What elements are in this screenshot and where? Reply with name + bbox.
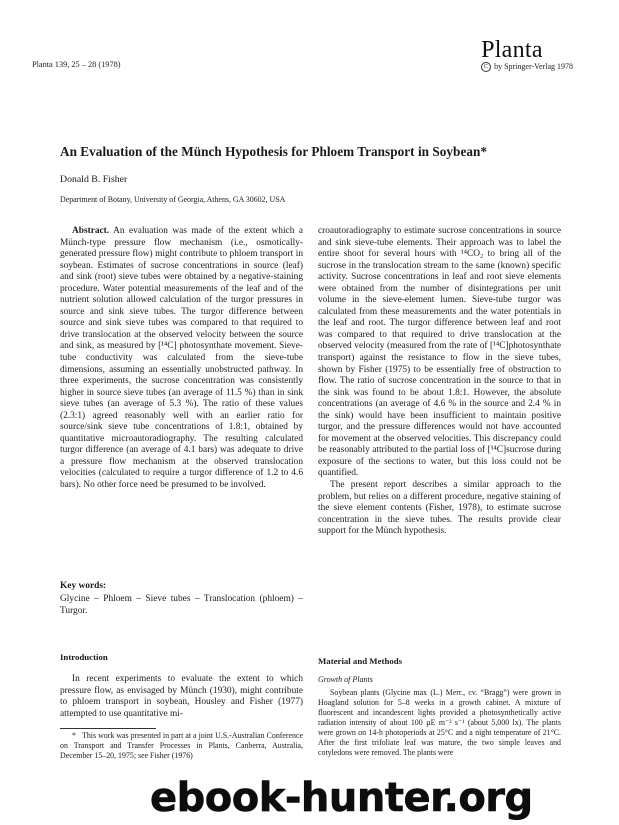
- keywords-label: Key words:: [60, 581, 107, 591]
- author-name: Donald B. Fisher: [60, 174, 128, 185]
- right-paragraph-1: croautoradiography to estimate sucrose concentrations in source and sink sieve-tube elements. Their approach was to label the entire shoot for several hours with ¹⁴CO₂ to bring all of the sucrose in the translocation stream to the same (known) specific activity. Sucrose concentrations in leaf and root sieve elements were obtained from the number of disintegrations per unit volume in the sieve-element lumen. Sieve-tube turgor was calculated from these measurements and the water potentials in the leaf and root. The turgor difference between leaf and root was compared to that required to drive translocation at the observed velocity (measured from the rate of [¹⁴C]photosynthate transport) against the resistance to flow in the sieve tubes, shown by Fisher (1975) to be essentially free of obstruction to flow. The ratio of sucrose concentration in the source to that in the sink was found to be about 1.8:1. However, the absolute concentrations (an average of 4.6 % in the source and 2.4 % in the sink) would have been insufficient to maintain positive turgor, and the pressure differences would not have accounted for movement at the observed velocities. This discrepancy could be reasonably attributed to the partial loss of [¹⁴C]sucrose during exposure of the sections to water, but this loss could not be quantified.: [318, 226, 561, 479]
- copyright-line: [481, 62, 573, 72]
- introduction-heading: Introduction: [60, 652, 108, 662]
- watermark: ebook-hunter.org: [150, 775, 533, 821]
- affiliation: Department of Botany, University of Georgia, Athens, GA 30602, USA: [60, 195, 286, 204]
- methods-subheading: Growth of Plants: [318, 675, 373, 684]
- abstract-text: An evaluation was made of the extent which a Münch-type pressure flow mechanism (i.e., osmotically-generated pressure flow) might contribute to phloem transport in soybean. Estimates of sucrose concentrations in source (leaf) and sink (root) sieve tubes were obtained by a negative-staining procedure. Water potential measurements of the leaf and of the nutrient solution allowed calculation of the turgor pressures in source and sink sieve tubes. The turgor difference between source and sink sieve tubes was compared to that required to drive translocation at the observed velocity between the source and sink, as measured by [¹⁴C] photosynthate movement. Sieve-tube conductivity was calculated from the sieve-tube dimensions, assuming an essentially unobstructed pathway. In three experiments, the sucrose concentration was consistently higher in source sieve tubes (an average of 11.5 %) than in sink sieve tubes (an average of 5.3 %). The ratio of these values (2.3:1) agreed reasonably well with an earlier ratio for source/sink sieve tube concentrations of 1.8:1, obtained by quantitative microautoradiography. The resulting calculated turgor difference (an average of 4.1 bars) was adequate to drive a pressure flow mechanism at the observed translocation velocities (calculated to require a turgor difference of 1.2 to 4.6 bars). No other force need be presumed to be involved.: [60, 226, 303, 491]
- article-title: An Evaluation of the Münch Hypothesis for Phloem Transport in Soybean*: [60, 144, 488, 159]
- footnote-divider: [60, 728, 156, 729]
- introduction-text: [60, 674, 303, 720]
- abstract: [60, 226, 303, 492]
- methods-heading: Material and Methods: [318, 656, 403, 666]
- publisher: by Springer-Verlag 1978: [494, 62, 573, 71]
- abstract-label: Abstract.: [72, 226, 110, 236]
- copyright-icon: C: [481, 62, 491, 72]
- methods-paragraph: Soybean plants (Glycine max (L.) Merr., cv. “Bragg”) were grown in Hoagland solution for 5–8 weeks in a growth cabinet. A mixture of fluorescent and incandescent lights provided a photosynthetically active radiation intensity of about 100 µE m⁻² s⁻¹ (about 5,000 lx). The plants were grown on 14-h photoperiods at 25°C and a night temperature of 21°C. After the first trifoliate leaf was mature, the two simple leaves and cotyledons were removed. The plants were: [318, 688, 561, 758]
- keywords-text: Glycine – Phloem – Sieve tubes – Translocation (phloem) – Turgor.: [60, 594, 303, 616]
- introduction-paragraph: In recent experiments to evaluate the extent to which pressure flow, as envisaged by Münch (1930), might contribute to phloem transport in soybean, Housley and Fisher (1977) attempted to use quantitative mi-: [60, 674, 303, 719]
- methods-text: [318, 688, 561, 758]
- footnote-text: This work was presented in part at a joint U.S.-Australian Conference on Transport and Transfer Processes in Plants, Canberra, Australia, December 15–20, 1975; see Fisher (1976): [60, 731, 303, 760]
- journal-logo: [481, 38, 573, 72]
- footnote: [60, 731, 303, 761]
- right-column: [318, 226, 561, 538]
- journal-name: Planta: [481, 37, 543, 63]
- right-paragraph-2: The present report describes a similar approach to the problem, but relies on a different procedure, negative staining of the sieve element contents (Fisher, 1978), to estimate sucrose concentration in the sieve tubes. The results provide clear support for the Münch hypothesis.: [318, 480, 561, 537]
- footnote-marker: *: [72, 731, 76, 740]
- journal-citation: Planta 139, 25 – 28 (1978): [32, 60, 121, 69]
